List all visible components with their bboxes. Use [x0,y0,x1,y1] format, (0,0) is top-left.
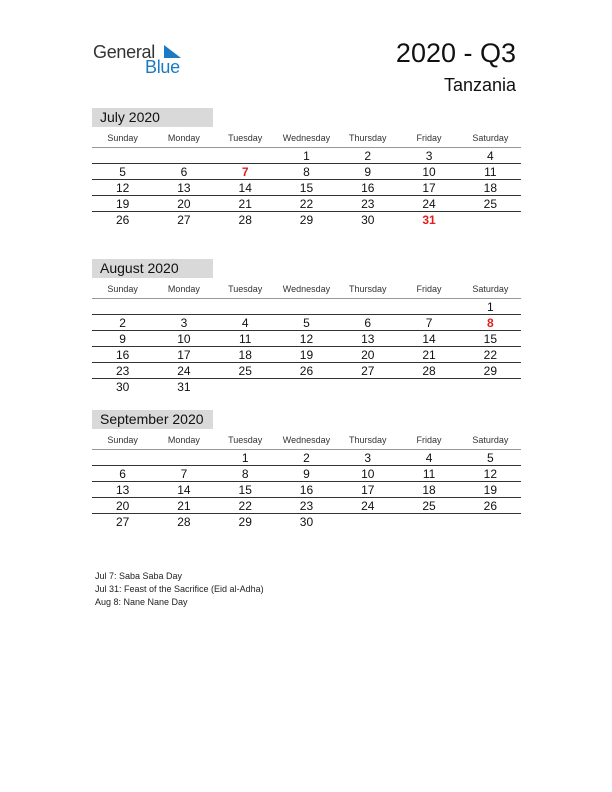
day-cell: 5 [486,451,494,465]
day-cell: 10 [361,467,375,481]
weekday-header-row [92,278,521,299]
day-cell: 11 [238,332,252,346]
day-cell: 19 [299,348,314,362]
day-cell: 17 [422,181,436,195]
day-cell: 11 [484,165,497,179]
week-row [92,148,521,164]
day-cell: 25 [422,499,436,513]
quarter-title: 2020 - Q3 [395,38,516,68]
weekday-label: Friday [416,435,442,445]
day-cell: 27 [115,515,130,529]
month-august [92,259,521,395]
weekday-label: Wednesday [282,284,331,294]
day-cell: 10 [177,332,191,346]
day-cell: 15 [483,332,497,346]
day-cell: 21 [422,348,436,362]
day-cell: 20 [177,197,191,211]
day-cell: 6 [180,165,188,179]
day-cell [92,450,153,465]
day-cell: 16 [361,181,375,195]
day-cell: 17 [361,483,375,497]
day-cell: 6 [364,316,372,330]
week-row [92,498,521,514]
day-cell: 22 [238,499,252,513]
day-cell: 29 [238,515,252,529]
weekday-header-row [92,429,521,450]
day-cell: 15 [299,181,314,195]
day-cell: 2 [364,149,372,163]
day-cell: 27 [177,213,191,227]
week-row [92,196,521,212]
month-title: August 2020 [92,259,213,278]
day-cell: 8 [303,165,310,179]
weekday-label: Saturday [472,133,509,143]
day-cell: 12 [483,467,497,481]
day-cell: 7 [425,316,433,330]
week-row [92,180,521,196]
day-cell: 26 [299,364,314,378]
month-july [92,108,521,228]
day-cell: 13 [177,181,191,195]
day-cell: 22 [483,348,497,362]
day-cell: 3 [425,149,433,163]
day-cell: 14 [238,181,252,195]
day-cell: 9 [119,332,126,346]
day-cell [215,379,276,395]
weekday-label: Monday [167,435,200,445]
day-cell: 6 [119,467,126,481]
holiday-note: Jul 7: Saba Saba Day [95,571,183,581]
day-cell: 27 [361,364,375,378]
day-cell: 22 [299,197,314,211]
month-title: September 2020 [92,410,213,429]
holiday-day-cell: 8 [486,316,494,330]
day-cell: 8 [241,467,249,481]
day-cell: 14 [177,483,191,497]
day-cell [215,299,276,314]
day-cell: 12 [299,332,314,346]
week-row [92,466,521,482]
day-cell [153,299,214,314]
day-cell: 23 [299,499,314,513]
logo [93,40,203,80]
day-cell: 23 [361,197,375,211]
day-cell [215,148,276,163]
holiday-notes [95,570,264,609]
week-row [92,514,521,530]
weekday-label: Friday [416,284,442,294]
day-cell: 5 [303,316,310,330]
day-cell [276,379,337,395]
weekday-label: Sunday [107,284,138,294]
weekday-label: Thursday [349,284,387,294]
weekday-label: Sunday [107,133,138,143]
week-row [92,347,521,363]
day-cell: 14 [422,332,436,346]
day-cell: 16 [299,483,314,497]
holiday-note: Aug 8: Nane Nane Day [95,597,188,607]
day-cell: 13 [115,483,130,497]
day-cell: 21 [177,499,191,513]
day-cell [460,514,521,530]
day-cell: 4 [425,451,433,465]
day-cell: 25 [483,197,497,211]
day-cell: 1 [241,451,249,465]
day-cell [92,148,153,163]
weekday-label: Thursday [349,133,387,143]
day-cell [460,379,521,395]
day-cell: 16 [115,348,130,362]
day-cell: 29 [483,364,497,378]
day-cell: 3 [364,451,372,465]
weekday-label: Tuesday [228,284,263,294]
week-row [92,450,521,466]
logo-word-general: General [93,42,155,62]
day-cell: 20 [361,348,375,362]
country-name: Tanzania [443,75,516,95]
day-cell: 9 [303,467,310,481]
month-title: July 2020 [92,108,213,127]
day-cell: 30 [299,515,314,529]
day-cell: 5 [119,165,126,179]
day-cell [337,514,398,530]
week-row [92,212,521,228]
month-september [92,410,521,530]
weekday-label: Friday [416,133,442,143]
day-cell [337,299,398,314]
day-cell [153,450,214,465]
day-cell [92,299,153,314]
day-cell: 21 [238,197,252,211]
day-cell [460,212,521,228]
weekday-header-row [92,127,521,148]
day-cell: 1 [303,149,310,163]
day-cell: 18 [238,348,252,362]
day-cell: 17 [177,348,191,362]
day-cell [398,299,459,314]
day-cell: 10 [422,165,436,179]
day-cell: 30 [115,380,130,394]
day-cell: 11 [422,467,436,481]
day-cell: 20 [115,499,130,513]
week-row [92,363,521,379]
week-row [92,299,521,315]
day-cell: 3 [180,316,188,330]
day-cell: 2 [303,451,310,465]
day-cell: 9 [364,165,372,179]
day-cell: 18 [422,483,436,497]
weekday-label: Monday [167,133,200,143]
weekday-label: Wednesday [282,435,331,445]
weekday-label: Tuesday [228,133,263,143]
logo-word-blue: Blue [145,57,180,77]
day-cell: 28 [238,213,252,227]
day-cell: 28 [177,515,191,529]
holiday-day-cell: 31 [422,213,436,227]
week-row [92,379,521,395]
day-cell: 13 [361,332,375,346]
day-cell: 24 [422,197,436,211]
day-cell: 26 [115,213,130,227]
weekday-label: Saturday [472,435,509,445]
week-row [92,331,521,347]
holiday-day-cell: 7 [241,165,249,179]
day-cell [398,514,459,530]
day-cell: 25 [238,364,252,378]
day-cell: 19 [483,483,497,497]
day-cell: 4 [486,149,494,163]
day-cell: 18 [483,181,497,195]
day-cell: 2 [119,316,126,330]
day-cell: 29 [299,213,314,227]
week-row [92,164,521,180]
day-cell [276,299,337,314]
day-cell: 1 [486,300,494,314]
weekday-label: Monday [167,284,200,294]
weekday-label: Tuesday [228,435,263,445]
day-cell [153,148,214,163]
day-cell: 19 [115,197,130,211]
holiday-note: Jul 31: Feast of the Sacrifice (Eid al-Adha) [95,584,264,594]
weekday-label: Thursday [349,435,387,445]
week-row [92,482,521,498]
day-cell [398,379,459,395]
weekday-label: Sunday [107,435,138,445]
day-cell: 24 [177,364,191,378]
day-cell: 26 [483,499,497,513]
day-cell: 7 [180,467,188,481]
weekday-label: Saturday [472,284,509,294]
day-cell: 4 [241,316,249,330]
day-cell: 30 [361,213,375,227]
day-cell: 24 [361,499,375,513]
day-cell: 12 [115,181,130,195]
day-cell [337,379,398,395]
day-cell: 28 [422,364,436,378]
week-row [92,315,521,331]
day-cell: 23 [115,364,130,378]
day-cell: 31 [177,380,191,394]
weekday-label: Wednesday [282,133,331,143]
day-cell: 15 [238,483,252,497]
